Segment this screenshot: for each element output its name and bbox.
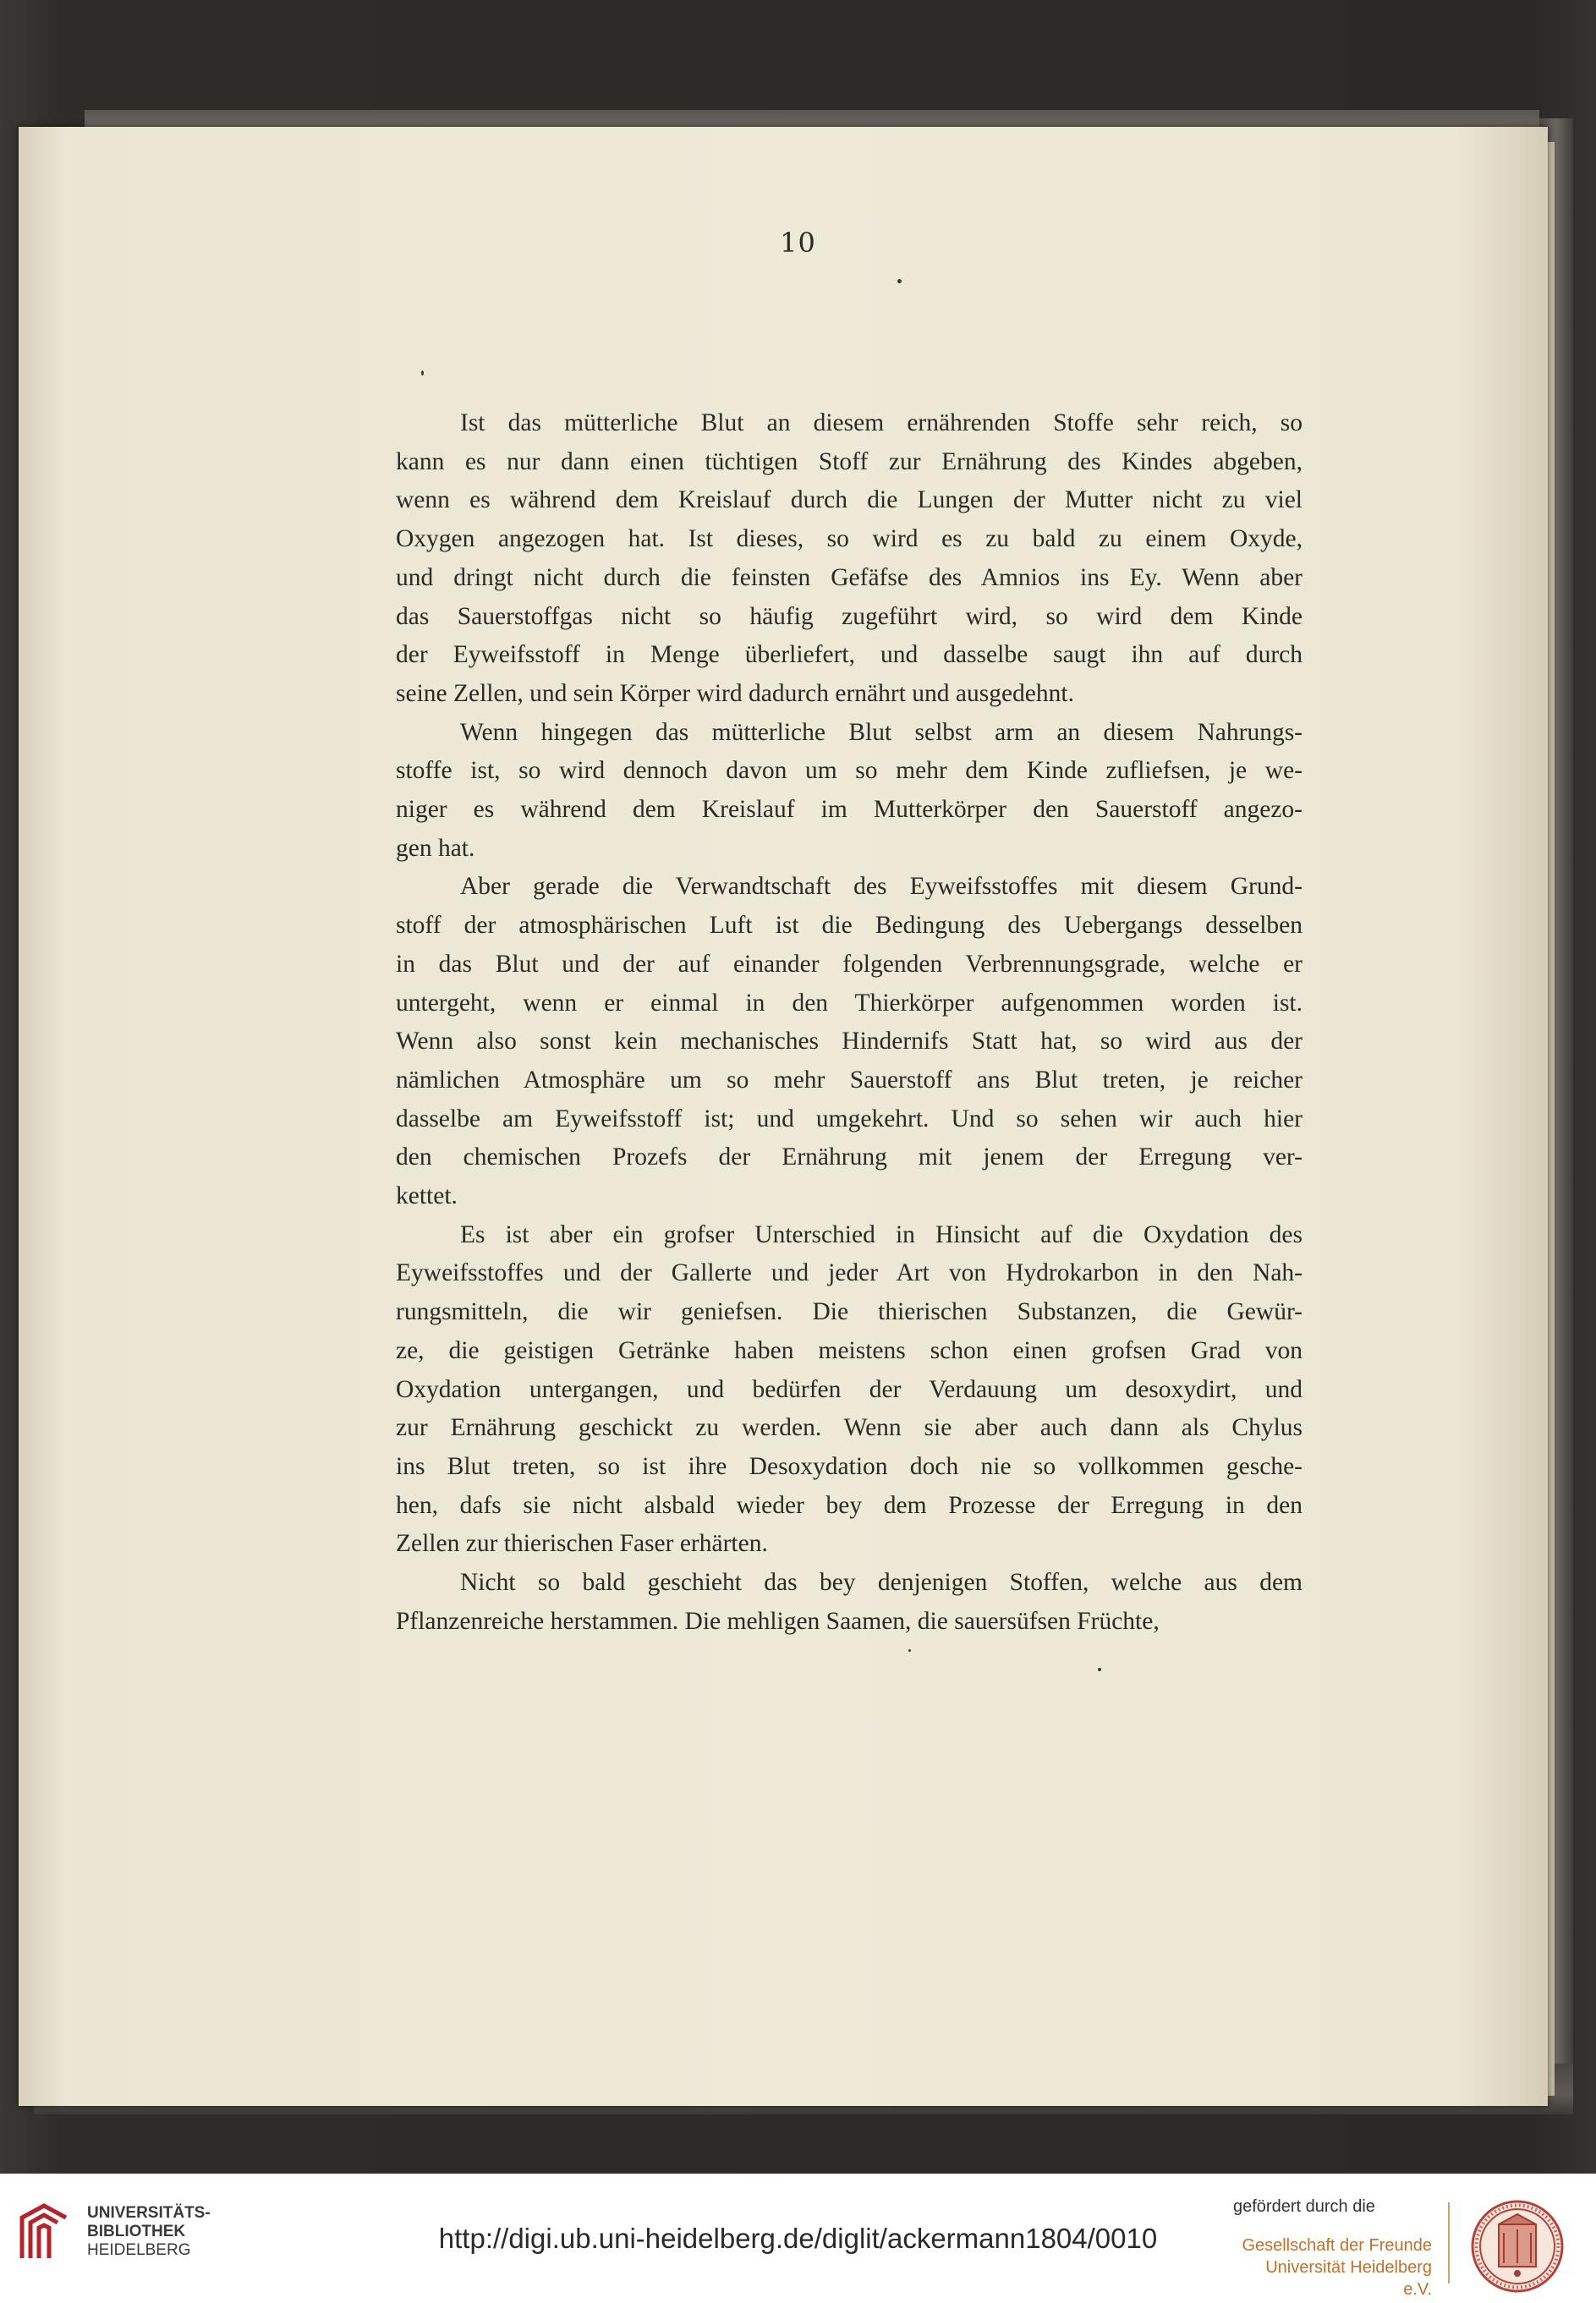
text-line: den chemischen Prozefs der Ernährung mit jenem der Erregung ver- bbox=[396, 1143, 1303, 1171]
text-line: und dringt nicht durch die feinsten Gefäfse des Amnios ins Ey. Wenn aber bbox=[396, 563, 1303, 591]
university-seal-icon bbox=[1470, 2199, 1565, 2294]
paragraph bbox=[396, 1564, 1303, 1641]
text-line: Wenn hingegen das mütterliche Blut selbst arm an diesem Nahrungs- bbox=[460, 718, 1303, 746]
text-line: das Sauerstoffgas nicht so häufig zugeführt wird, so wird dem Kinde bbox=[396, 602, 1303, 630]
text-line: Eyweifsstoffes und der Gallerte und jeder Art von Hydrokarbon in den Nah- bbox=[396, 1259, 1303, 1287]
text-line: Pflanzenreiche herstammen. Die mehligen Saamen, die sauersüfsen Früchte, bbox=[396, 1607, 1160, 1635]
sponsor-divider bbox=[1448, 2202, 1450, 2284]
text-line: kann es nur dann einen tüchtigen Stoff zur Ernährung des Kindes abgeben, bbox=[396, 447, 1303, 475]
text-line: Wenn also sonst kein mechanisches Hindernifs Statt hat, so wird aus der bbox=[396, 1028, 1303, 1056]
text-line: kettet. bbox=[396, 1182, 458, 1210]
sponsor-name-line: Gesellschaft der Freunde bbox=[1242, 2236, 1432, 2255]
paragraph bbox=[396, 714, 1303, 869]
sponsor-caption: gefördert durch die bbox=[1233, 2197, 1375, 2216]
text-line: Es ist aber ein grofser Unterschied in Hinsicht auf die Oxydation des bbox=[460, 1220, 1303, 1248]
sponsor-name[interactable] bbox=[1233, 2234, 1432, 2300]
text-line: Ist das mütterliche Blut an diesem ernährenden Stoffe sehr reich, so bbox=[460, 409, 1303, 436]
text-line: stoff der atmosphärischen Luft ist die Bedingung des Uebergangs desselben bbox=[396, 912, 1303, 940]
text-line: Oxydation untergangen, und bedürfen der Verdauung um desoxydirt, und bbox=[396, 1375, 1303, 1403]
text-line: hen, dafs sie nicht alsbald wieder bey dem Prozesse der Erregung in den bbox=[396, 1491, 1303, 1519]
text-line: Zellen zur thierischen Faser erhärten. bbox=[396, 1530, 768, 1558]
text-line: zur Ernährung geschickt zu werden. Wenn sie aber auch dann als Chylus bbox=[396, 1414, 1303, 1442]
text-line: der Eyweifsstoff in Menge überliefert, und dasselbe saugt ihn auf durch bbox=[396, 641, 1303, 669]
text-line: niger es während dem Kreislauf im Mutterkörper den Sauerstoff angezo- bbox=[396, 796, 1303, 824]
library-name-line: UNIVERSITÄTS- bbox=[87, 2204, 211, 2222]
sponsor-name-line: Universität Heidelberg e.V. bbox=[1265, 2258, 1432, 2299]
text-line: Oxygen angezogen hat. Ist dieses, so wird es zu bald zu einem Oxyde, bbox=[396, 525, 1303, 553]
text-line: wenn es während dem Kreislauf durch die Lungen der Mutter nicht zu viel bbox=[396, 486, 1303, 514]
dust-speck bbox=[897, 279, 902, 283]
text-line: Nicht so bald geschieht das bey denjenigen Stoffen, welche aus dem bbox=[460, 1569, 1303, 1597]
paragraph bbox=[396, 1216, 1303, 1564]
paragraph bbox=[396, 404, 1303, 714]
library-name-line: HEIDELBERG bbox=[87, 2241, 191, 2259]
text-line: ze, die geistigen Getränke haben meistens schon einen grofsen Grad von bbox=[396, 1336, 1303, 1364]
dust-speck bbox=[421, 370, 424, 376]
dust-speck bbox=[1098, 1668, 1101, 1671]
page-number: 10 bbox=[780, 227, 816, 259]
text-line: in das Blut und der auf einander folgenden Verbrennungsgrade, welche er bbox=[396, 950, 1303, 978]
permalink-url[interactable]: http://digi.ub.uni-heidelberg.de/diglit/ackermann1804/0010 bbox=[438, 2223, 1158, 2254]
text-line: nämlichen Atmosphäre um so mehr Sauerstoff ans Blut treten, je reicher bbox=[396, 1066, 1303, 1094]
text-line: dasselbe am Eyweifsstoff ist; und umgekehrt. Und so sehen wir auch hier bbox=[396, 1105, 1303, 1132]
text-line: rungsmitteln, die wir geniefsen. Die thierischen Substanzen, die Gewür- bbox=[396, 1298, 1303, 1326]
text-line: stoffe ist, so wird dennoch davon um so mehr dem Kinde zufliefsen, je we- bbox=[396, 757, 1303, 785]
text-line: Aber gerade die Verwandtschaft des Eyweifsstoffes mit diesem Grund- bbox=[460, 873, 1303, 901]
text-line: gen hat. bbox=[396, 834, 475, 862]
text-line: untergeht, wenn er einmal in den Thierkörper aufgenommen worden ist. bbox=[396, 989, 1303, 1017]
library-name-line: BIBLIOTHEK bbox=[87, 2223, 186, 2240]
viewer-footer bbox=[0, 2174, 1596, 2303]
paragraph bbox=[396, 868, 1303, 1215]
text-line: seine Zellen, und sein Körper wird dadurch ernährt und ausgedehnt. bbox=[396, 679, 1074, 707]
dust-speck bbox=[908, 1649, 911, 1652]
text-line: ins Blut treten, so ist ihre Desoxydation doch nie so vollkommen gesche- bbox=[396, 1452, 1303, 1480]
body-text bbox=[396, 404, 1303, 1642]
